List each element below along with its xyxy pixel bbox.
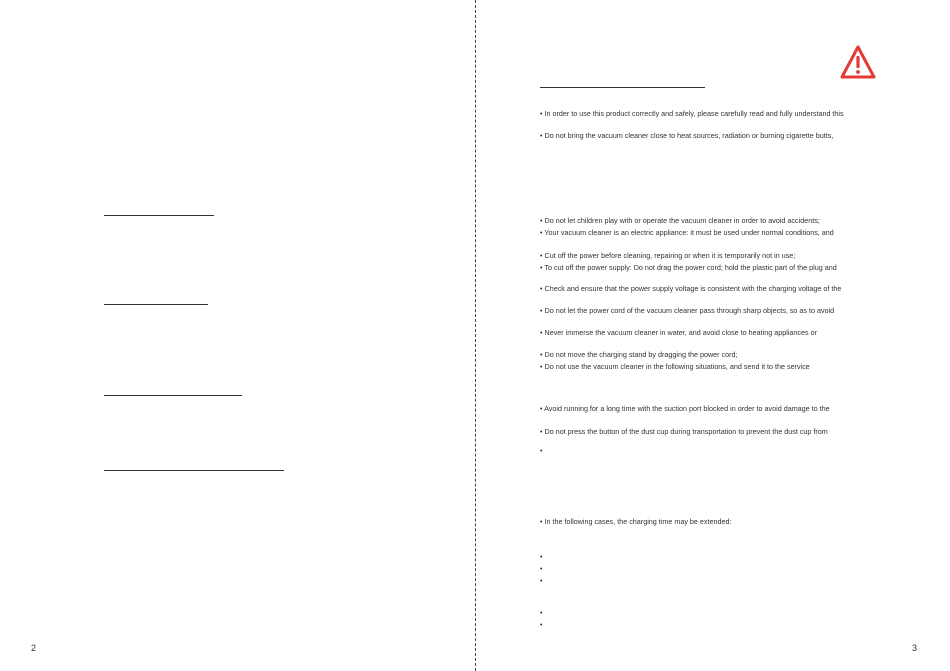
empty-bullet: •: [540, 578, 543, 585]
right-page-number: 3: [912, 643, 918, 653]
left-heading-rule-2: [104, 304, 208, 305]
safety-line-14: • In the following cases, the charging time may be extended:: [540, 517, 732, 526]
empty-bullet: •: [540, 566, 543, 573]
safety-line-1: • In order to use this product correctly and safely, please carefully read and fully understand this: [540, 109, 844, 118]
safety-line-11: • Do not use the vacuum cleaner in the following situations, and send it to the service: [540, 362, 810, 371]
safety-line-2: • Do not bring the vacuum cleaner close to heat sources, radiation or burning cigarette butts,: [540, 131, 834, 140]
safety-line-13: • Do not press the button of the dust cup during transportation to prevent the dust cup from: [540, 427, 828, 436]
right-heading-rule: [540, 87, 705, 88]
left-heading-rule-3: [104, 395, 242, 396]
safety-line-9: • Never immerse the vacuum cleaner in water, and avoid close to heating appliances or: [540, 328, 817, 337]
empty-bullet: •: [540, 622, 543, 629]
safety-line-12: • Avoid running for a long time with the suction port blocked in order to avoid damage to the: [540, 404, 830, 413]
empty-bullet: •: [540, 610, 543, 617]
page-fold-divider: [475, 0, 476, 671]
empty-bullet: •: [540, 554, 543, 561]
left-heading-rule-4: [104, 470, 284, 471]
safety-line-6: • To cut off the power supply: Do not drag the power cord; hold the plastic part of the plug and: [540, 263, 837, 272]
safety-line-10: • Do not move the charging stand by dragging the power cord;: [540, 350, 738, 359]
safety-line-4: • Your vacuum cleaner is an electric appliance: it must be used under normal conditions, and: [540, 228, 834, 237]
left-page-number: 2: [31, 643, 37, 653]
empty-bullet: •: [540, 448, 543, 455]
safety-line-7: • Check and ensure that the power supply voltage is consistent with the charging voltage of the: [540, 284, 842, 293]
safety-line-5: • Cut off the power before cleaning, repairing or when it is temporarily not in use;: [540, 251, 796, 260]
safety-line-3: • Do not let children play with or operate the vacuum cleaner in order to avoid accidents;: [540, 216, 820, 225]
left-heading-rule-1: [104, 215, 214, 216]
warning-triangle-icon: [840, 45, 876, 79]
safety-line-8: • Do not let the power cord of the vacuum cleaner pass through sharp objects, so as to avoid: [540, 306, 835, 315]
